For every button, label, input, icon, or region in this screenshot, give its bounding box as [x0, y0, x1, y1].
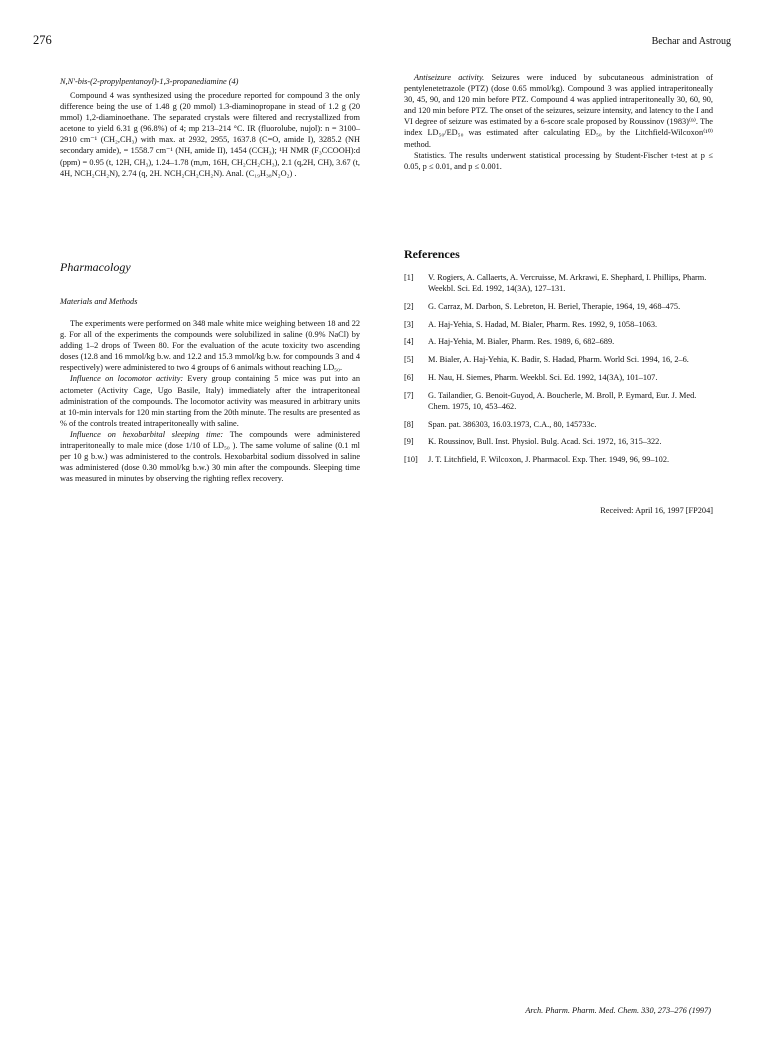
reference-number: [2]	[404, 301, 414, 311]
reference-item	[404, 301, 713, 312]
received-date: Received: April 16, 1997 [FP204]	[600, 506, 713, 515]
reference-item	[404, 419, 713, 430]
reference-text: G. Tailandier, G. Benoit-Guyod, A. Boucherle, M. Broll, P. Eymard, Eur. J. Med. Chem. 1975, 10, 453–462.	[428, 390, 697, 411]
antiseizure-paragraph	[404, 72, 713, 150]
reference-number: [9]	[404, 437, 414, 447]
reference-number: [5]	[404, 355, 414, 365]
section-heading-pharmacology: Pharmacology	[60, 260, 131, 274]
reference-text: Span. pat. 386303, 16.03.1973, C.A., 80, 145733c.	[428, 419, 597, 429]
reference-item	[404, 354, 713, 365]
reference-number: [1]	[404, 273, 414, 282]
reference-item	[404, 454, 713, 465]
hexobarbital-paragraph	[60, 429, 360, 484]
reference-number: [10]	[404, 455, 418, 465]
reference-number: [4]	[404, 337, 414, 347]
hexobarbital-label: Influence on hexobarbital sleeping time:	[70, 429, 224, 439]
reference-number: [8]	[404, 419, 414, 429]
methods-paragraph: The experiments were performed on 348 male white mice weighing between 18 and 22 g. For all of the experiments the compounds were solubilized in saline (0.9% NaCl) by adding 1–2 drops of Tween 80. For the evaluation of the acute toxicity two ascending doses (12.8 and 16 mmol/kg b.w. and 12.2 and 15.3 mmol/kg b.w. for compounds 3 and 4 respectively) were administered to two 4 groups of 6 animals without reaching LD₅₀.	[60, 319, 360, 373]
reference-item	[404, 390, 713, 412]
references-heading: References	[404, 247, 460, 261]
locomotor-label: Influence on locomotor activity:	[70, 374, 184, 384]
reference-item	[404, 372, 713, 383]
reference-text: J. T. Litchfield, F. Wilcoxon, J. Pharmacol. Exp. Ther. 1949, 96, 99–102.	[428, 455, 670, 465]
hexobarbital-text: The compounds were administered intraperitoneally to male mice (dose 1/10 of LD₅₀ ). The same volume of saline (0.1 ml per 10 g b.w.) was administered to the controls. Hexobarbital sodium dissolved in saline was administered (dose 0.30 mmol/kg b.w.) 30 min after the compounds. Sleeping time was measured in minutes by observing the righting reflex recovery.	[60, 429, 360, 484]
reference-number: [7]	[404, 390, 414, 400]
statistics-paragraph: Statistics. The results underwent statistical processing by Student-Fischer t-test at p ≤ 0.05, p ≤ 0.01, and p ≤ 0.001.	[404, 150, 713, 171]
reference-text: H. Nau, H. Siemes, Pharm. Weekbl. Sci. Ed. 1992, 14(3A), 101–107.	[428, 373, 658, 382]
reference-item	[404, 436, 713, 447]
antiseizure-text: Seizures were induced by subcutaneous administration of pentylenetetrazole (PTZ) (dose 0.65 mmol/kg). Compound 3 was applied intraperitoneally 30, 45, 90, and 120 min before PTZ. Compound 4 was applied intraperitoneally 30, 60, 90, and 120 min before PTZ. The onset of the seizures, seizure intensity, and latency to the I and VI degree of seizure was estimated by a 6-score scale proposed by Roussinov (1983)⁽⁹⁾. The index LD₅₀/ED₅₀ was estimated after calculating ED₅₀ by the Litchfield-Wilcoxon⁽¹⁰⁾ method.	[404, 73, 713, 149]
sub-heading-materials-methods: Materials and Methods	[60, 297, 138, 306]
reference-text: K. Roussinov, Bull. Inst. Physiol. Bulg. Acad. Sci. 1972, 16, 315–322.	[428, 437, 662, 447]
compound-text: Compound 4 was synthesized using the procedure reported for compound 3 the only difference being the use of 1.48 g (20 mmol) 1.3-diaminopropane in stead of 1.2 g (20 mmol) 1,2-diaminoethane. The separated crystals were filtered and recrystallized from acetone to yield 6.31 g (96.8%) of 4; mp 213–214 °C. IR (fluorolube, nujol): n = 3100–2910 cm⁻¹ (CH₂,CH₃) with max. at 2932, 2955, 1637.8 (C=O, amide I), 3285.2 (NH secondary amide), = 1558.7 cm⁻¹ (NH, amide II), 1454 (CCH₃); ¹H NMR (F₃CCOOH):d (ppm) = 0.95 (t, 12H, CH₃), 1.24–1.78 (m,m, 16H, CH₂CH₂CH₃), 2.1 (q,2H, CH), 3.67 (t, 4H, NCH₂CH₂N), 2.74 (q, 2H. NCH₂CH₂CH₂N). Anal. (C₁₉H₃₈N₂O₂) .	[60, 91, 360, 178]
page-number: 276	[33, 33, 52, 47]
reference-item	[404, 319, 713, 330]
running-head: Bechar and Astroug	[651, 36, 731, 47]
antiseizure-section	[404, 72, 713, 172]
reference-text: A. Haj-Yehia, M. Bialer, Pharm. Res. 1989, 6, 682–689.	[428, 337, 615, 347]
reference-text: M. Bialer, A. Haj-Yehia, K. Badir, S. Hadad, Pharm. World Sci. 1994, 16, 2–6.	[428, 355, 689, 365]
reference-text: A. Haj-Yehia, S. Hadad, M. Bialer, Pharm. Res. 1992, 9, 1058–1063.	[428, 319, 658, 329]
reference-item	[404, 336, 713, 347]
journal-footer: Arch. Pharm. Pharm. Med. Chem. 330, 273–276 (1997)	[525, 1006, 711, 1015]
reference-list	[404, 272, 713, 472]
reference-item	[404, 272, 713, 294]
reference-text: V. Rogiers, A. Callaerts, A. Vercruisse, M. Arkrawi, E. Shephard, I. Phillips, Pharm. Weekbl. Sci. Ed. 1992, 14(3A), 127–131.	[428, 273, 707, 294]
reference-text: G. Carraz, M. Darbon, S. Lebreton, H. Beriel, Therapie, 1964, 19, 468–475.	[428, 301, 681, 311]
locomotor-paragraph	[60, 373, 360, 428]
reference-number: [6]	[404, 373, 414, 382]
locomotor-text: Every group containing 5 mice was put into an actometer (Activity Cage, Ugo Basile, Italy) immediately after the intraperitoneal administration of the compounds. The locomotor activity was measured in arbitrary units at 10-min intervals for 120 min starting from the 20th minute. The results are presented as % of the controls treated intraperitoneally with saline.	[60, 374, 360, 428]
compound-synthesis-paragraph	[60, 90, 360, 179]
antiseizure-label: Antiseizure activity.	[414, 73, 485, 82]
reference-number: [3]	[404, 319, 414, 329]
compound-title: N,N′-bis-(2-propylpentanoyl)-1,3-propanediamine (4)	[60, 77, 239, 86]
methods-body	[60, 318, 360, 484]
